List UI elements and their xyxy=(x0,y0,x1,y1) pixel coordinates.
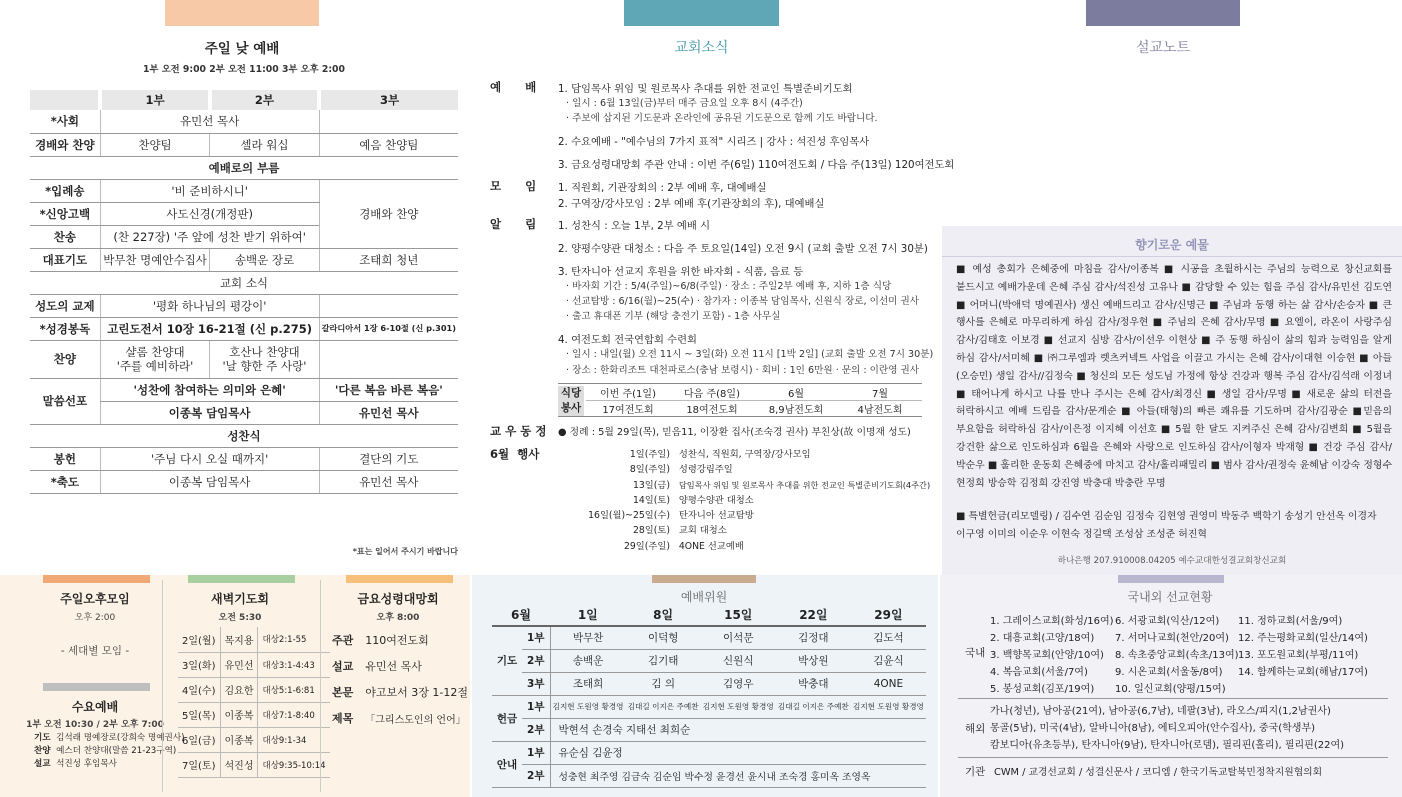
afternoon-body: - 세대별 모임 - xyxy=(60,645,130,657)
sermon-title: 설교노트 xyxy=(1135,40,1191,56)
mission-item: 3. 백향목교회(안양/10여) xyxy=(990,650,1104,661)
praise-title-underline xyxy=(942,256,1402,257)
sermon-title-12: '성찬에 참여하는 의미와 은혜' xyxy=(100,378,319,401)
news-a3c: · 출고 휴대폰 기부 (해당 충전기 포함) - 1층 사무실 xyxy=(566,311,781,322)
roster-table xyxy=(492,603,926,788)
mission-item: 8. 속초중앙교회(속초/13여) xyxy=(1115,650,1239,661)
wednesday-title: 수요예배 xyxy=(71,700,119,714)
mission-title-bar xyxy=(1118,575,1224,583)
june-date: 1일(주일) xyxy=(629,449,670,460)
offering-value-3: 결단의 기도 xyxy=(319,447,458,470)
fellowship-value: '평화 하나님의 평강이' xyxy=(100,294,319,317)
news-a3b: · 선교탐방 : 6/16(월)~25(수) · 참가자 : 이종복 담임목사, 신원식 장로, 이선미 권사 xyxy=(566,296,919,307)
news-cond: ● 정례 : 5월 29일(목), 믿음11, 이장환 집사(조숙경 권사) 부친상(故 이명재 성도) xyxy=(558,427,911,438)
ros-cell: 박상원 xyxy=(776,649,851,672)
serve-v2: 8,9남전도회 xyxy=(768,405,824,416)
worship-header-bar xyxy=(165,0,319,26)
dawn-name: 이종복 xyxy=(220,702,258,727)
ros-head-month: 6월 xyxy=(492,603,550,626)
afternoon-time: 오후 2:00 xyxy=(74,613,116,623)
fri-val: 110여전도회 xyxy=(365,634,429,647)
bless-value-3: 유민선 목사 xyxy=(319,470,458,493)
ros-cell: 김도석 xyxy=(851,626,926,649)
praise-special: ■ 특별헌금(리모델링) / 김수연 김순임 김정숙 김현영 권영미 박동주 백학기 송성기 안선옥 이경자 이구영 이미의 이순우 이현숙 정길택 조성삼 조성준 허진혁 xyxy=(956,511,1377,540)
wednesday-title-bar xyxy=(43,683,150,691)
dawn-date: 2일(월) xyxy=(178,627,220,652)
mission-col3 xyxy=(1238,613,1368,681)
june-event xyxy=(560,523,940,538)
ros-cell: 김지현 도원영 황경영 xyxy=(851,695,926,718)
mission-ov-label: 해외 xyxy=(965,723,986,735)
june-event xyxy=(560,462,940,477)
dawn-date: 4일(수) xyxy=(178,677,220,702)
dawn-date: 6일(금) xyxy=(178,727,220,752)
roster-title-bar xyxy=(652,575,756,583)
col-2: 2부 xyxy=(210,90,319,110)
serve-v0: 17여전도회 xyxy=(602,405,654,416)
ros-cell: 김기태 xyxy=(626,649,701,672)
praise-3: 예음 찬양팀 xyxy=(319,133,458,156)
mission-item: 2. 대흥교회(고양/18여) xyxy=(990,633,1095,644)
ros-cell: 이덕형 xyxy=(626,626,701,649)
dawn-passage: 대상3:1-4:43 xyxy=(258,652,330,677)
praise-panel xyxy=(942,226,1402,575)
ros-cell: 김대길 이지은 주예찬 xyxy=(776,695,851,718)
ros-cell: 김지현 도원영 황경영 xyxy=(701,695,776,718)
section-news: 교회 소식 xyxy=(30,271,458,294)
praise-worship-3: 경배와 찬양 xyxy=(319,179,458,248)
june-text: 양평수양관 대청소 xyxy=(678,494,754,506)
mission-item: 10. 일신교회(양평/15여) xyxy=(1115,684,1226,695)
leader-value: 유민선 목사 xyxy=(100,110,319,133)
news-ann-label: 알 림 xyxy=(490,217,537,231)
news-meet-label: 모 임 xyxy=(490,179,537,193)
ros-head: 8일 xyxy=(626,603,701,626)
ros-svc: 2부 xyxy=(522,764,550,787)
dawn-time: 오전 5:30 xyxy=(218,613,262,623)
sermon-preacher-12: 이종복 담임목사 xyxy=(100,401,319,424)
news-a4b: · 장소 : 한화리조트 대천파로스(충남 보령시) · 회비 : 1인 6만원 · 문의 : 이란영 권사 xyxy=(566,365,920,376)
mission-item: 5. 봉성교회(김포/19여) xyxy=(990,684,1095,695)
dawn-table xyxy=(178,627,330,778)
fri-val: 「그리스도인의 언어」 xyxy=(365,714,466,726)
june-event xyxy=(560,508,940,523)
news-title: 교회소식 xyxy=(674,40,729,56)
praise-2: 셀라 워십 xyxy=(210,133,319,156)
news-cond-label: 교 우 동 정 xyxy=(490,424,547,438)
ros-off2: 박현석 손경숙 지태선 최희순 xyxy=(550,718,926,741)
june-date: 8일(주일) xyxy=(629,464,670,476)
roster-title: 예배위원 xyxy=(680,590,728,604)
serve-c2: 6월 xyxy=(787,389,805,400)
anthem-1-song: '주를 예비하라' xyxy=(116,359,194,373)
overseas-line: 몽골(5남), 미국(4남), 알바니아(8남), 에티오피아(안수집사), 중국(학생부) xyxy=(990,723,1316,734)
prayer-label: 대표기도 xyxy=(30,248,100,271)
news-a3: 3. 탄자니아 선교지 후원을 위한 바자회 - 식품, 음료 등 xyxy=(558,266,804,278)
ros-cell: 김지현 도원영 황경영 xyxy=(550,695,626,718)
leader-label: *사회 xyxy=(30,110,100,133)
news-worship-label: 예 배 xyxy=(490,80,537,94)
dawn-date: 7일(토) xyxy=(178,752,220,777)
serve-label xyxy=(558,386,584,416)
serve-c3: 7월 xyxy=(871,389,889,400)
dawn-passage: 대상9:1-34 xyxy=(258,727,330,752)
col-blank xyxy=(30,90,100,110)
call-value: '비 준비하시니' xyxy=(100,179,319,202)
offering-label: 봉헌 xyxy=(30,447,100,470)
serve-label-2: 봉사 xyxy=(560,402,582,414)
dawn-name: 김요한 xyxy=(220,677,258,702)
june-date: 13일(금) xyxy=(632,479,670,491)
ros-cell: 박충대 xyxy=(776,672,851,695)
ros-cell: 조태희 xyxy=(550,672,626,695)
ros-offering-label: 헌금 xyxy=(492,695,522,741)
prayer-1: 박무찬 명예안수집사 xyxy=(100,248,210,271)
news-w2: 2. 수요예배 - "예수님의 7가지 표적" 시리즈 | 강사 : 석진성 후임목사 xyxy=(558,136,870,148)
ros-prayer-label: 기도 xyxy=(492,626,522,695)
ros-head: 29일 xyxy=(851,603,926,626)
june-date: 29일(주일) xyxy=(623,540,670,552)
creed-value: 사도신경(개정판) xyxy=(100,202,319,225)
section-communion: 성찬식 xyxy=(30,424,458,447)
reading-value: 고린도전서 10장 16-21절 (신 p.275) xyxy=(100,317,319,340)
fri-key: 주관 xyxy=(332,634,354,647)
june-events xyxy=(560,447,940,554)
anthem-2 xyxy=(210,340,319,378)
worship-times: 1부 오전 9:00 2부 오전 11:00 3부 오후 2:00 xyxy=(143,64,345,75)
overseas-line: 캄보디아(유초등부), 탄자니아(9남), 탄자니아(로뎀), 필리핀(홀리), 필리핀(22여) xyxy=(990,740,1345,751)
news-w1b: · 주보에 삽지된 기도문과 온라인에 공유된 기도문으로 함께 기도 바랍니다. xyxy=(566,113,878,124)
serve-v1: 18여전도회 xyxy=(686,405,738,416)
june-event xyxy=(560,447,940,462)
dawn-title: 새벽기도회 xyxy=(211,592,269,606)
june-text: 교회 대청소 xyxy=(678,525,727,537)
fri-val: 유민선 목사 xyxy=(365,660,422,673)
news-header-bar xyxy=(624,0,779,26)
june-text: 성찬식, 직원회, 구역장/강사모임 xyxy=(678,449,811,460)
overseas-line: 가나(청년), 남아공(21여), 남아공(6,7남), 네팔(3남), 라오스/피지(1,2남권사) xyxy=(990,706,1331,717)
mission-divider-1 xyxy=(958,698,1388,699)
news-w3: 3. 금요성령대망회 주관 안내 : 이번 주(6일) 110여전도회 / 다음 주(13일) 120여전도회 xyxy=(558,159,955,171)
june-text: 4ONE 선교예배 xyxy=(678,540,744,552)
ros-head: 22일 xyxy=(776,603,851,626)
dawn-name: 석진성 xyxy=(220,752,258,777)
mission-item: 9. 시온교회(서울동/8여) xyxy=(1115,667,1223,678)
leader-value-3 xyxy=(319,110,458,133)
dawn-title-bar xyxy=(188,575,295,583)
june-text: 성령강림주일 xyxy=(678,464,733,476)
ros-cell: 김정대 xyxy=(776,626,851,649)
dawn-passage: 대상2:1-55 xyxy=(258,627,330,652)
offering-value: '주님 다시 오실 때까지' xyxy=(100,447,319,470)
june-date: 28일(토) xyxy=(632,525,670,537)
news-m1: 1. 직원회, 기관장회의 : 2부 예배 후, 대예배실 xyxy=(558,182,767,194)
june-date: 16일(월)~25일(수) xyxy=(588,510,670,522)
ros-g1: 유순심 김윤정 xyxy=(550,741,926,764)
news-a4: 4. 여전도회 전국연합회 수련회 xyxy=(558,334,698,346)
mission-item: 13. 포도원교회(부평/11여) xyxy=(1238,650,1359,661)
dawn-name: 목지용 xyxy=(220,627,258,652)
wednesday-time: 1부 오전 10:30 / 2부 오후 7:00 xyxy=(26,720,164,730)
june-text: 담임목사 위임 및 원로목사 추대를 위한 전교인 특별준비기도회(4주간) xyxy=(678,479,931,490)
friday-title-bar xyxy=(346,575,453,583)
mission-org: CWM / 교경선교회 / 성결신문사 / 코디엠 / 한국기독교탈북민정착지원협의회 xyxy=(994,767,1323,778)
sermon-title-3: '다른 복음 바른 복음' xyxy=(319,378,458,401)
dawn-name: 유민선 xyxy=(220,652,258,677)
dawn-passage: 대상5:1-6:81 xyxy=(258,677,330,702)
ros-head: 15일 xyxy=(701,603,776,626)
afternoon-title-bar xyxy=(43,575,150,583)
prayer-2: 송백운 장로 xyxy=(210,248,319,271)
ros-cell: 김대길 이지은 주예찬 xyxy=(626,695,701,718)
ros-g2: 성충현 최주영 김금숙 김순임 박수정 윤경선 윤시내 조숙경 홍미옥 조영옥 xyxy=(550,764,926,787)
fellowship-label: 성도의 교제 xyxy=(30,294,100,317)
wed-key: 설교 xyxy=(34,759,51,769)
ros-cell: 신원식 xyxy=(701,649,776,672)
mission-col1 xyxy=(990,613,1114,698)
serve-label-1: 식당 xyxy=(560,387,582,399)
mission-item: 14. 함께하는교회(해남/17여) xyxy=(1238,667,1368,678)
ros-svc: 2부 xyxy=(522,718,550,741)
bless-label: *축도 xyxy=(30,470,100,493)
mission-item: 12. 주는평화교회(일산/14여) xyxy=(1238,633,1368,644)
bank-account: 하나은행 207.910008.04205 예수교대한성결교회창신교회 xyxy=(1057,556,1287,566)
fri-key: 설교 xyxy=(332,660,354,673)
mission-item: 11. 정하교회(서울/9여) xyxy=(1238,616,1343,627)
hymn-label: 찬송 xyxy=(30,225,100,248)
praise-1: 찬양팀 xyxy=(100,133,210,156)
bless-value: 이종복 담임목사 xyxy=(100,470,319,493)
anthem-1 xyxy=(100,340,210,378)
call-label: *입례송 xyxy=(30,179,100,202)
serve-divider xyxy=(586,400,922,401)
mission-item: 4. 복음교회(서울/7여) xyxy=(990,667,1088,678)
dawn-date: 3일(화) xyxy=(178,652,220,677)
wed-key: 기도 xyxy=(34,733,51,743)
wed-val: 예스더 찬양대(말씀 21-23구역) xyxy=(56,746,177,756)
anthem-2-choir: 호산나 찬양대 xyxy=(229,345,300,359)
wed-key: 찬양 xyxy=(34,746,51,756)
ros-svc: 1부 xyxy=(522,695,550,718)
stand-footnote: *표는 일어서 주시기 바랍니다 xyxy=(352,547,458,556)
ros-cell: 김영우 xyxy=(701,672,776,695)
dawn-date: 5일(목) xyxy=(178,702,220,727)
wed-val: 김석래 명예장로(강희숙 명예권사) xyxy=(56,733,185,743)
hymn-value: (찬 227장) '주 앞에 성찬 받기 위하여' xyxy=(100,225,319,248)
col-3: 3부 xyxy=(319,90,458,110)
anthem-label: 찬양 xyxy=(30,340,100,378)
news-m2: 2. 구역장/강사모임 : 2부 예배 후(기관장회의 후), 대예배실 xyxy=(558,198,825,210)
divider-left xyxy=(162,580,163,792)
mission-title: 국내외 선교현황 xyxy=(1127,590,1213,604)
news-a1: 1. 성찬식 : 오늘 1부, 2부 예배 시 xyxy=(558,220,711,232)
divider-left2 xyxy=(320,580,321,792)
mission-item: 1. 그레이스교회(화성/16여) xyxy=(990,616,1114,627)
afternoon-title: 주일오후모임 xyxy=(60,592,130,606)
mission-org-label: 기관 xyxy=(965,766,986,778)
serve-table xyxy=(558,383,922,417)
news-june-label: 6월 행사 xyxy=(490,447,540,461)
mission-item: 7. 서머나교회(천안/20여) xyxy=(1115,633,1229,644)
dawn-passage: 대상9:35-10:14 xyxy=(258,752,330,777)
worship-title: 주일 낮 예배 xyxy=(204,41,280,57)
june-event xyxy=(560,539,940,554)
mission-dom-label: 국내 xyxy=(965,647,986,659)
ros-cell: 김윤식 xyxy=(851,649,926,672)
news-a4a: · 일시 : 내일(월) 오전 11시 ~ 3일(화) 오전 11시 [1박 2일] (교회 출발 오전 7시 30분) xyxy=(566,349,934,360)
sermon-preacher-3: 유민선 목사 xyxy=(319,401,458,424)
ros-cell: 이석문 xyxy=(701,626,776,649)
anthem-1-choir: 샬롬 찬양대 xyxy=(125,345,185,359)
dawn-name: 이종복 xyxy=(220,727,258,752)
sermon-header-bar xyxy=(1086,0,1240,26)
ros-guide-label: 안내 xyxy=(492,741,522,787)
ros-cell: 박무찬 xyxy=(550,626,626,649)
col-1: 1부 xyxy=(100,90,210,110)
friday-table xyxy=(326,627,474,731)
mission-overseas xyxy=(990,703,1344,754)
fri-key: 본문 xyxy=(332,686,354,699)
anthem-3-empty xyxy=(319,340,458,378)
praise-body: ■ 예성 총회가 은혜중에 마침을 감사/이종복 ■ 시공을 초월하시는 주님의 능력으로 창신교회를 붙드시고 예배가운데 은혜 주심 감사/석진성 고유나 ■ 감당할 수 있는 힘을 주심 감사/유민선 김도연 ■ 어머니(박애덕 명예권사) 생신 예배드리고 감사/신명근 ■ 주님과 동행 하는 삶 감사/손승자 ■ 큰 행사를 은혜로 마무리하게 하심 감사/정우현 ■ 주님의 은혜 감사/무명 ■ 요엘이, 라온이 사랑주심 감사/김태호 이보경 ■ 선교지 심방 감사/이선우 이현상 ■ 주 동행 하심이 삶의 힘과 능력임을 알게 하심 감사/서미혜 ■ ㈜그루엠과 렛츠커넥트 사업을 이끌고 가시는 은혜 감사/이대현 이승현 ■ 아들(오승민) 생일 감사//김정숙 ■ 청신의 모든 성도님 가정에 항상 건강과 행복 주심 감사/김석래 이정녀 ■ 태어나게 하시고 나를 만나 주시는 은혜 감사/최경신 ■ 생일 감사/무명 ■ 새로운 삶의 터전을 허락하시고 예배 드림을 감사/문계순 ■ 아들(태형)의 빠른 쾌유를 기도하며 감사/김광순 ■믿음의 부요함을 허락하심 감사/이은정 이지혜 이선호 ■ 5월 한 달도 지켜주신 은혜 감사/김변희 ■ 5월을 강건한 삶으로 인도하심과 6월을 은혜와 사랑으로 인도하심 감사/이형자 박재형 ■ 건강 주심 감사/박순우 ■ 훌리한 운동회 은혜중에 마치고 감사/홀리패밀리 ■ 범사 감사/권정숙 윤혜남 이강숙 정형수 현정희 방승학 김정희 강진영 박충대 박충란 무명 xyxy=(956,264,1392,489)
news-a2: 2. 양평수양관 대청소 : 다음 주 토요일(14일) 오전 9시 (교회 출발 오전 7시 30분) xyxy=(558,243,928,255)
june-text: 탄자니아 선교탐방 xyxy=(678,510,754,522)
ros-svc: 2부 xyxy=(522,649,550,672)
ros-cell: 김 의 xyxy=(626,672,701,695)
news-a3a: · 바자회 기간 : 5/4(주일)~6/8(주일) · 장소 : 주일2부 예배 후, 지하 1층 식당 xyxy=(566,281,892,292)
june-date: 14일(토) xyxy=(632,494,670,506)
anthem-2-song: '날 향한 주 사랑' xyxy=(222,359,307,373)
reading-label: *성경봉독 xyxy=(30,317,100,340)
ros-cell: 4ONE xyxy=(851,672,926,695)
friday-title: 금요성령대망회 xyxy=(357,592,439,606)
fri-key: 제목 xyxy=(332,712,354,725)
ros-svc: 1부 xyxy=(522,626,550,649)
ros-svc: 1부 xyxy=(522,741,550,764)
serve-c1: 다음 주(8일) xyxy=(684,389,740,400)
ros-cell: 송백운 xyxy=(550,649,626,672)
fri-val: 야고보서 3장 1-12절 xyxy=(365,686,468,699)
praise-label: 경배와 찬양 xyxy=(30,133,100,156)
prayer-3: 조태희 청년 xyxy=(319,248,458,271)
praise-title: 향기로운 예물 xyxy=(1135,238,1209,252)
mission-divider-2 xyxy=(958,757,1388,758)
worship-order-table xyxy=(30,90,458,494)
fellowship-empty xyxy=(319,294,458,317)
serve-c0: 이번 주(1일) xyxy=(600,389,656,400)
news-w1a: · 일시 : 6월 13일(금)부터 매주 금요일 오후 8시 (4주간) xyxy=(566,98,803,109)
news-w1: 1. 담임목사 위임 및 원로목사 추대를 위한 전교인 특별준비기도회 xyxy=(558,83,853,95)
mission-item: 6. 서광교회(익산/12여) xyxy=(1115,616,1220,627)
wed-val: 석진성 후임목사 xyxy=(56,759,117,769)
creed-label: *신앙고백 xyxy=(30,202,100,225)
june-event xyxy=(560,478,940,493)
sermon-label: 말씀선포 xyxy=(30,378,100,424)
friday-time: 오후 8:00 xyxy=(376,613,420,623)
mission-col2 xyxy=(1115,613,1239,698)
ros-head: 1일 xyxy=(550,603,626,626)
dawn-passage: 대상7:1-8:40 xyxy=(258,702,330,727)
serve-v3: 4남전도회 xyxy=(857,405,903,416)
section-call: 예배로의 부름 xyxy=(30,156,458,179)
ros-svc: 3부 xyxy=(522,672,550,695)
reading-value-3: 갈라디아서 1장 6-10절 (신 p.301) xyxy=(319,317,458,340)
june-event xyxy=(560,493,940,508)
